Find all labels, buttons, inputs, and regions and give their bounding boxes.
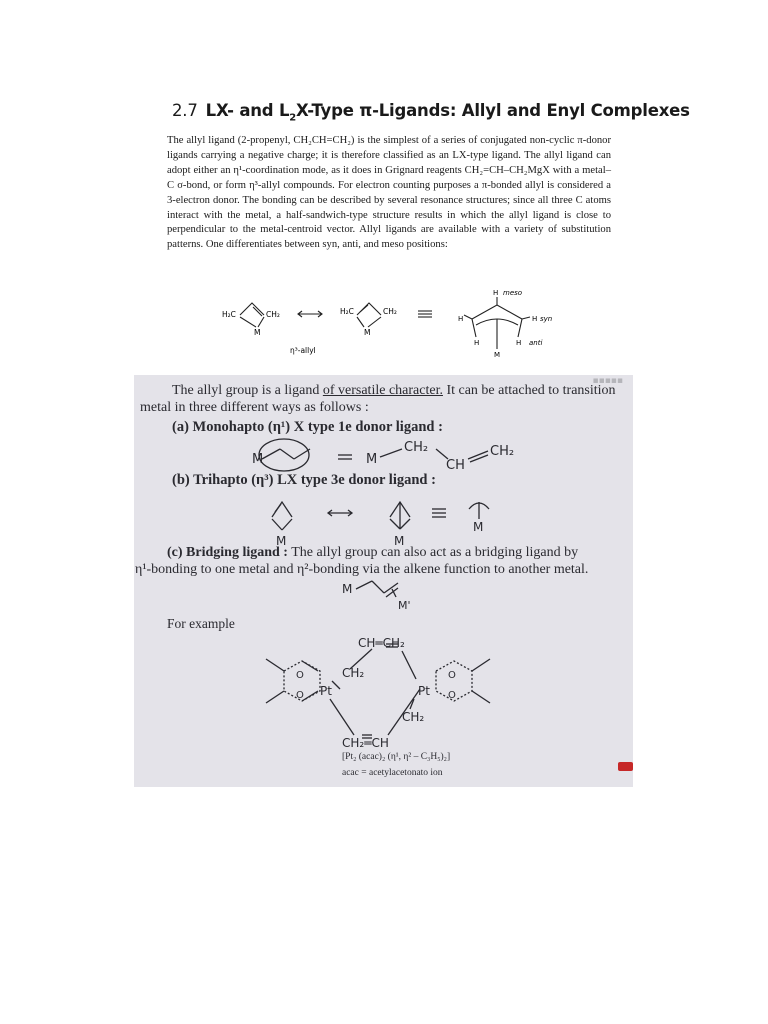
underlined-phrase: of versatile character.	[322, 383, 443, 398]
trihapto-metal-label-2: M	[394, 534, 405, 548]
trihapto-heading: (b) Trihapto (η³) LX type 3e donor ligand :	[172, 472, 436, 488]
bridging-line-2: η¹-bonding to one metal and η²-bonding via the alkene function to another metal.	[135, 562, 589, 577]
h-meso-label: H	[493, 289, 499, 297]
watermark-logo: ▪▪▪▪▪	[592, 376, 623, 386]
section-title-part1: LX- and L	[205, 101, 290, 120]
syn-label: syn	[540, 315, 553, 323]
monohapto-metal-label-2: M	[366, 452, 378, 467]
section-number: 2.7	[172, 101, 198, 120]
anti-label: anti	[529, 339, 543, 347]
h-anti-left-label: H	[474, 339, 480, 347]
trihapto-metal-label-3: M	[473, 520, 484, 534]
allyl-resonance-scheme	[200, 283, 570, 363]
section-title-sub: 2	[289, 112, 297, 124]
monohapto-metal-label: M	[252, 452, 264, 467]
dimer-pt-left-label: Pt	[320, 684, 332, 698]
trihapto-metal-label-1: M	[276, 534, 287, 548]
h-syn-label: H	[532, 315, 538, 323]
acac-o-label-3: O	[448, 670, 456, 681]
h-left-label: H	[458, 315, 464, 323]
monohapto-heading: (a) Monohapto (η¹) X type 1e donor ligand :	[172, 419, 443, 435]
dimer-formula-caption: [Pt₂ (acac)₂ (η¹, η² – C₃H₅)₂]	[342, 752, 451, 762]
scan-intro-line-2: metal in three different ways as follows :	[140, 400, 369, 415]
h2c-left-label-2: H₂C	[340, 307, 354, 316]
bridging-label: (c) Bridging ligand :	[167, 545, 288, 560]
body-paragraph: The allyl ligand (2-propenyl, CH₂CH=CH₂) is the simplest of a series of conjugated non-cyclic π-donor ligands carrying a negative charge; it is therefore classified as an LX-type ligand. The allyl ligand can adopt either an η¹-coordination mode, as it does in Grignard reagents CH₂=CH–CH₂MgX with a metal–C σ-bond, or form η³-allyl compounds. For electron counting purposes a π-bonded allyl is considered a 3-electron donor. The bonding can be described by several resonance structures; since all three C atoms interact with the metal, a half-sandwich-type structure results in which the allyl ligand is close to perpendicular to the metal-centroid vector. Allyl ligands are available with a variety of substitution patterns. One differentiates between syn, anti, and meso positions:	[167, 135, 611, 251]
scan-intro-line-1: The allyl group is a ligand of versatile character. It can be attached to transition	[172, 383, 616, 398]
scanned-textbook-image	[134, 375, 633, 787]
eta3-allyl-caption: η³-allyl	[290, 346, 316, 355]
acac-o-label-2: O	[296, 690, 304, 701]
h2c-left-label: H₂C	[222, 310, 236, 319]
acac-o-label-4: O	[448, 690, 456, 701]
monohapto-ch-label: CH	[446, 458, 465, 473]
scan-structures	[134, 375, 633, 787]
acac-definition-caption: acac = acetylacetonato ion	[342, 768, 443, 778]
metal-label-3: M	[494, 351, 501, 359]
dimer-pt-right-label: Pt	[418, 684, 430, 698]
ch2-right-label-2: CH₂	[383, 307, 397, 316]
h-anti-label: H	[516, 339, 522, 347]
dimer-bottom-label: CH₂═CH	[342, 736, 389, 750]
acac-o-label-1: O	[296, 670, 304, 681]
bridging-metal-label: M	[342, 582, 353, 596]
ch2-right-label: CH₂	[266, 310, 280, 319]
monohapto-ch2-label-2: CH₂	[490, 444, 515, 459]
dimer-ch2-right-label: CH₂	[402, 710, 425, 724]
dimer-ch2-left-label: CH₂	[342, 666, 365, 680]
section-title-part2: X-Type π-Ligands: Allyl and Enyl Complexes	[296, 101, 690, 120]
bridging-line-1: (c) Bridging ligand : The allyl group can also act as a bridging ligand by	[167, 545, 579, 560]
youtube-badge-icon	[618, 762, 633, 771]
monohapto-ch2-label: CH₂	[404, 440, 429, 455]
metal-label-1: M	[254, 328, 261, 337]
for-example-label: For example	[167, 616, 235, 631]
metal-label-2: M	[364, 328, 371, 337]
section-title	[172, 101, 690, 123]
dimer-top-label: CH═CH₂	[358, 636, 405, 650]
bridging-metal-prime-label: M'	[398, 599, 411, 612]
meso-label: meso	[503, 289, 523, 297]
